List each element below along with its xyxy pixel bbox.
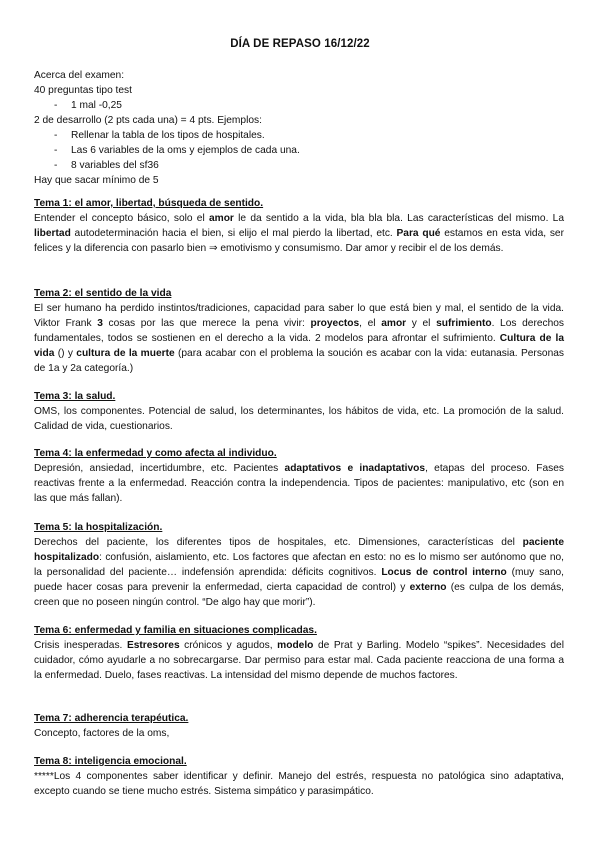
keyword: amor — [381, 318, 407, 329]
list-item — [34, 158, 574, 173]
exam-info-test-count: 40 preguntas tipo test — [34, 85, 132, 96]
list-item — [34, 128, 574, 143]
keyword: modelo — [277, 640, 314, 651]
section-tema-1 — [34, 196, 564, 256]
exam-info-heading: Acerca del examen: — [34, 70, 125, 81]
bullet-dash: - — [54, 160, 58, 171]
section-heading: Tema 5: la hospitalización. — [34, 522, 163, 533]
section-heading: Tema 2: el sentido de la vida — [34, 288, 172, 299]
bullet-dash: - — [54, 145, 58, 156]
list-item — [34, 143, 574, 158]
section-body: Entender el concepto básico, solo el amor le da sentido a la vida, bla bla bla. Las características del mismo. La libertad autodeterminación hacia el bien, si elijo el mal pierdo la libertad, etc. Para qué estamos en esta vida, ser felices y la diferencia con pasarlo bien ⇒ emotivismo y consumismo. Dar amor y recibir el de los demás. — [34, 213, 564, 254]
list-item-text: Rellenar la tabla de los tipos de hospitales. — [71, 130, 265, 141]
exam-info-pass-mark: Hay que sacar mínimo de 5 — [34, 175, 159, 186]
keyword: libertad — [34, 228, 71, 239]
section-body: Derechos del paciente, los diferentes tipos de hospitales, etc. Dimensiones, características del paciente hospitalizado: confusión, aislamiento, etc. Los factores que afectan en esto: no es lo mismo ser autónomo que no, la personalidad del paciente… indefensión aprendida: déficits cognitivos. Locus de control interno (muy sano, puede hacer cosas para prevenir la enfermedad, cierta capacidad de control) y externo (es culpa de los demás, creen que no poseen ningún control. “De algo hay que morir”). — [34, 537, 565, 608]
keyword: Estresores — [126, 640, 180, 651]
section-body: Depresión, ansiedad, incertidumbre, etc. Pacientes adaptativos e inadaptativos, etapas del proceso. Fases reactivas frente a la enfermedad. Reacción contra la independencia. Tipos de pacientes: manipulativo, etc (son en las que más fallan). — [34, 463, 565, 504]
list-item-text: Las 6 variables de la oms y ejemplos de cada una. — [71, 145, 300, 156]
keyword: Cultura de la vida — [34, 333, 564, 359]
keyword: proyectos — [310, 318, 360, 329]
keyword: amor — [208, 213, 234, 224]
section-heading: Tema 8: inteligencia emocional. — [34, 756, 187, 767]
keyword: paciente hospitalizado — [34, 537, 564, 563]
keyword: adaptativos e inadaptativos — [284, 463, 426, 474]
section-heading: Tema 1: el amor, libertad, búsqueda de sentido. — [34, 198, 264, 209]
section-body: Concepto, factores de la oms, — [34, 728, 170, 739]
section-tema-6 — [34, 623, 564, 683]
section-body: Crisis inesperadas. Estresores crónicos y agudos, modelo de Prat y Barling. Modelo “spikes”. Necesidades del cuidador, cómo ayudarle a no sobrecargarse. Dar permiso para estar mal. Cada paciente reacciona de una forma a la enfermedad. Duelo, fases reactivas. La intensidad del mismo depende de muchos factores. — [34, 640, 564, 681]
document-title: DÍA DE REPASO 16/12/22 — [230, 38, 370, 50]
section-tema-4 — [34, 446, 564, 506]
section-tema-8 — [34, 754, 564, 799]
section-body: El ser humano ha perdido instintos/tradiciones, capacidad para saber lo que está bien y mal, el sentido de la vida. Viktor Frank 3 cosas por las que merece la pena vivir: proyectos, el amor y el sufrimiento. Los derechos fundamentales, todos se sostienen en el derecho a la vida. 2 modelos para afrontar el sufrimiento. Cultura de la vida () y cultura de la muerte (para acabar con el problema la soución es acabar con la vida: eutanasia. Personas de 1a y 2a categoría.) — [34, 303, 565, 374]
exam-info-development: 2 de desarrollo (2 pts cada una) = 4 pts. Ejemplos: — [34, 115, 262, 126]
section-body: *****Los 4 componentes saber identificar y definir. Manejo del estrés, respuesta no patológica sino adaptativa, excepto cuando se tiene mucho estrés. Sistema simpático y parasimpático. — [34, 771, 564, 797]
keyword: cultura de la muerte — [76, 348, 175, 359]
list-item-text: 8 variables del sf36 — [71, 160, 159, 171]
exam-info — [34, 68, 574, 188]
list-item — [34, 98, 574, 113]
bullet-dash: - — [54, 100, 58, 111]
section-heading: Tema 3: la salud. — [34, 391, 116, 402]
keyword: 3 — [97, 318, 103, 329]
section-tema-7 — [34, 711, 564, 741]
section-heading: Tema 7: adherencia terapéutica. — [34, 713, 189, 724]
list-item-text: 1 mal -0,25 — [71, 100, 122, 111]
keyword: Para qué — [396, 228, 441, 239]
section-tema-5 — [34, 520, 564, 610]
section-heading: Tema 6: enfermedad y familia en situaciones complicadas. — [34, 625, 317, 636]
section-body: OMS, los componentes. Potencial de salud, los determinantes, los hábitos de vida, etc. La promoción de la salud. Calidad de vida, cuestionarios. — [34, 406, 564, 432]
keyword: externo — [409, 582, 447, 593]
keyword: sufrimiento — [436, 318, 492, 329]
section-heading: Tema 4: la enfermedad y como afecta al individuo. — [34, 448, 277, 459]
keyword: Locus de control interno — [381, 567, 507, 578]
bullet-dash: - — [54, 130, 58, 141]
section-tema-3 — [34, 389, 564, 434]
section-tema-2 — [34, 286, 564, 376]
